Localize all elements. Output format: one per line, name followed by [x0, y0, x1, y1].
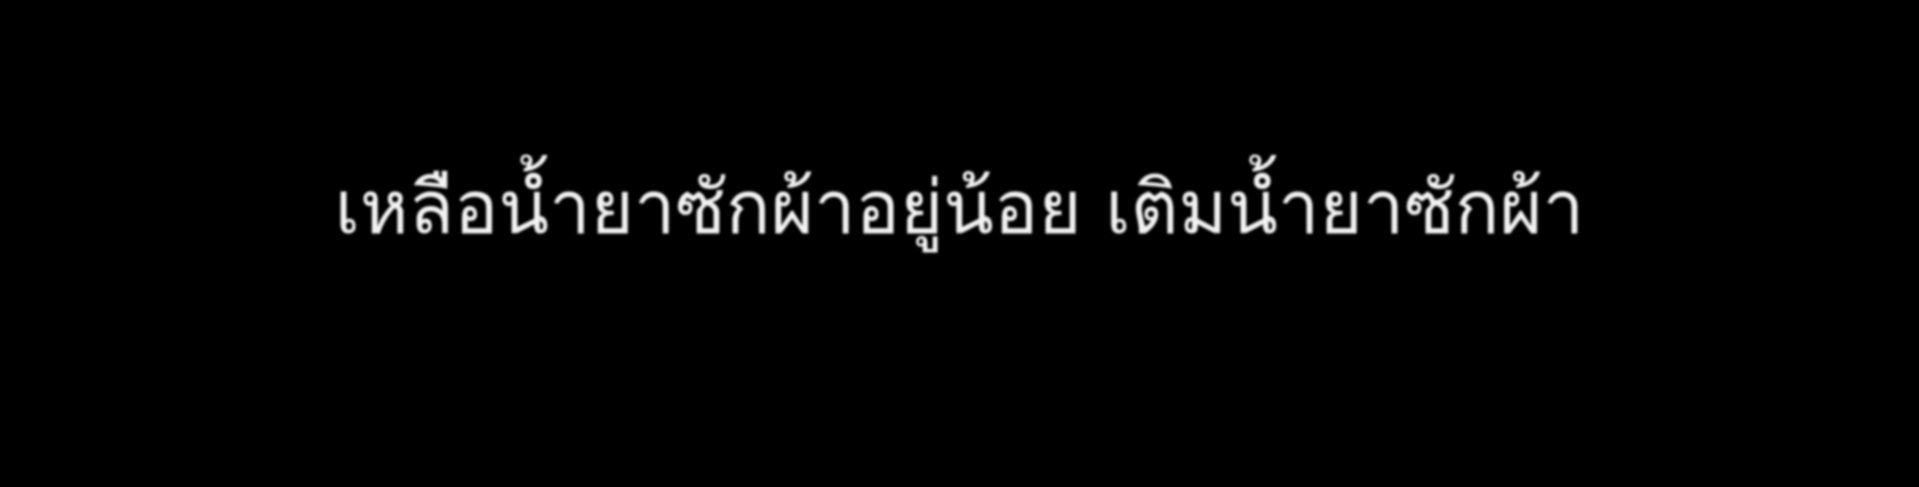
low-detergent-message: เหลือน้ำยาซักผ้าอยู่น้อย เติมน้ำยาซักผ้า	[334, 165, 1585, 251]
